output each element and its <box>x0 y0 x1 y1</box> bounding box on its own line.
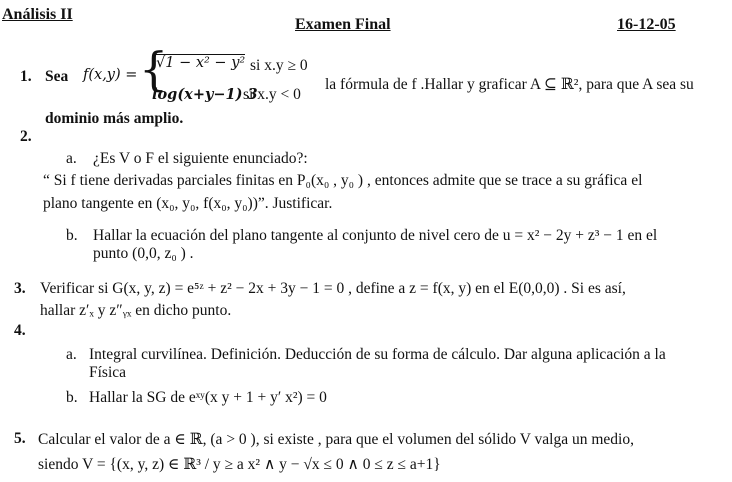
q1-case2-condition: si x.y < 0 <box>243 86 301 103</box>
q4a-label: a. <box>66 346 77 363</box>
q5-text-line2: siendo V = {(x, y, z) ∈ ℝ³ / y ≥ a x² ∧ y − √x ≤ 0 ∧ 0 ≤ z ≤ a+1} <box>38 456 441 473</box>
q5-text-line1: Calcular el valor de a ∈ ℝ, (a > 0 ), si existe , para que el volumen del sólido V valga un medio, <box>38 431 634 448</box>
q1-function-name: f(x,y) = <box>83 67 138 83</box>
q2a-text: ¿Es V o F el siguiente enunciado?: <box>93 150 308 167</box>
q1-piecewise-brace: { <box>139 42 169 96</box>
q1-lead: Sea <box>45 68 69 85</box>
q3-number: 3. <box>14 280 26 297</box>
q1-statement-line2: dominio más amplio. <box>45 110 184 127</box>
q1-case1-expression: √1 − x² − y² <box>156 55 246 71</box>
q3-text-line1: Verificar si G(x, y, z) = e⁵ᶻ + z² − 2x + 3y − 1 = 0 , define a z = f(x, y) en el E(0,0,0) . Si es así, <box>40 280 626 297</box>
q4a-text-line2: Física <box>89 364 127 381</box>
q2b-text-line2: punto (0,0, z₀ ) . <box>93 245 194 262</box>
q2b-text-line1: Hallar la ecuación del plano tangente al conjunto de nivel cero de u = x² − 2y + z³ − 1 en el <box>93 227 658 244</box>
q4b-text: Hallar la SG de eˣʸ(x y + 1 + y′ x²) = 0 <box>89 389 327 406</box>
exam-title: Examen Final <box>295 16 391 33</box>
q5-number: 5. <box>14 430 26 447</box>
q2a-quote-line1: “ Si f tiene derivadas parciales finitas en P₀(x₀ , y₀ ) , entonces admite que se trace a su gráfica el <box>43 172 643 189</box>
q2a-label: a. <box>66 150 77 167</box>
q1-number: 1. <box>20 68 32 85</box>
q1-case1-condition: si x.y ≥ 0 <box>250 57 308 74</box>
q2b-label: b. <box>66 227 78 244</box>
q1-statement-line1: la fórmula de f .Hallar y graficar A ⊆ ℝ², para que A sea su <box>325 76 694 93</box>
exam-date: 16-12-05 <box>617 16 676 33</box>
q4a-text-line1: Integral curvilínea. Definición. Deducción de su forma de cálculo. Dar alguna aplicación a la <box>89 346 666 363</box>
q2-number: 2. <box>20 128 32 145</box>
course-name: Análisis II <box>2 6 73 23</box>
q4-number: 4. <box>14 322 26 339</box>
q4b-label: b. <box>66 389 78 406</box>
q2a-quote-line2: plano tangente en (x₀, y₀, f(x₀, y₀))”. Justificar. <box>43 195 333 212</box>
q1-case2-expression: log(x+y−1) 3 <box>152 86 258 103</box>
q3-text-line2: hallar z′ₓ y z″ᵧₓ en dicho punto. <box>40 302 232 319</box>
